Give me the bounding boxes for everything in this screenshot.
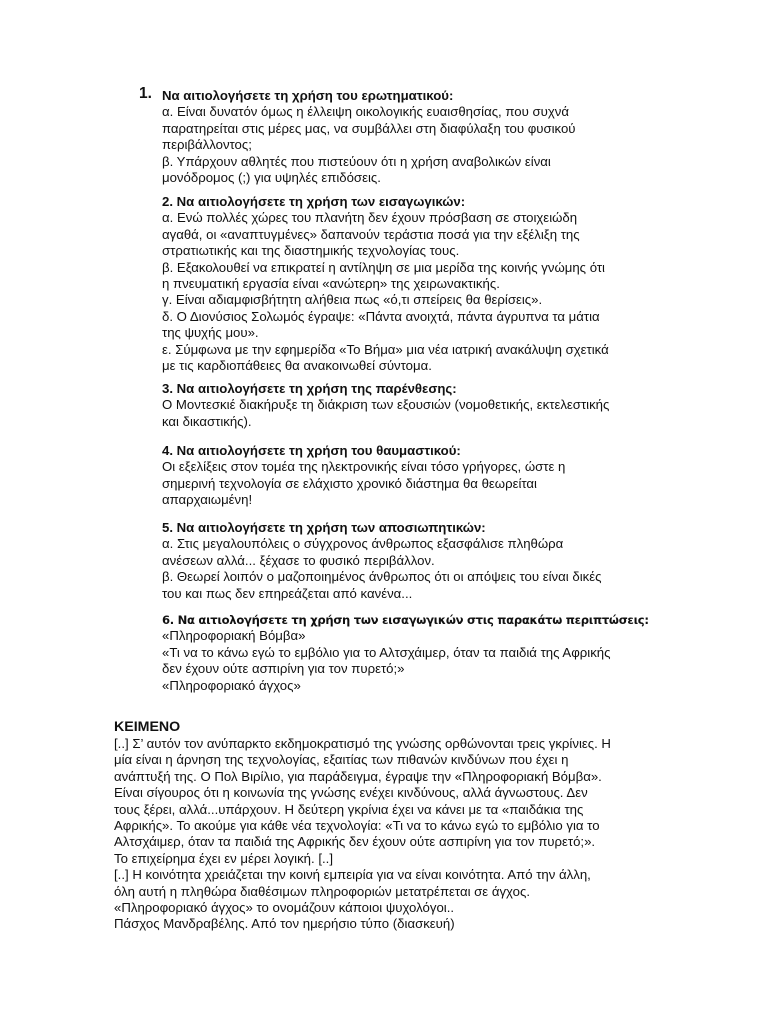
question-3-line: και δικαστικής).: [162, 413, 252, 429]
question-5: [162, 520, 662, 602]
passage-line: Το επιχείρημα έχει εν μέρει λογική. [..]: [114, 850, 333, 866]
question-1-line: α. Είναι δυνατόν όμως η έλλειψη οικολογικής ευαισθησίας, που συχνά: [162, 104, 570, 120]
question-4: [162, 443, 662, 509]
question-2: [162, 194, 662, 374]
question-6-line: «Πληροφοριακή Βόμβα»: [162, 628, 306, 644]
question-4-line: Οι εξελίξεις στον τομέα της ηλεκτρονικής είναι τόσο γρήγορες, ώστε η: [162, 459, 566, 475]
question-4-line: απαρχαιωμένη!: [162, 492, 253, 508]
question-3-line: Ο Μοντεσκιέ διακήρυξε τη διάκριση των εξουσιών (νομοθετικής, εκτελεστικής: [162, 397, 610, 413]
passage-line: Αλτσχάιμερ, όταν τα παιδιά της Αφρικής δεν έχουν ούτε ασπιρίνη για τον πυρετό;».: [114, 834, 596, 850]
question-1: [139, 85, 662, 186]
passage-line: μία είναι η άρνηση της τεχνολογίας, εξαιτίας των πιθανών κινδύνων που έχει η: [114, 752, 569, 768]
question-2-line: γ. Είναι αδιαμφισβήτητη αλήθεια πως «ό,τι σπείρεις θα θερίσεις».: [162, 292, 543, 308]
question-2-line: στρατιωτικής και της διαστημικής τεχνολογίας τους.: [162, 243, 460, 259]
question-1-heading: Να αιτιολογήσετε τη χρήση του ερωτηματικού:: [162, 88, 454, 103]
question-6-heading: 6. Να αιτιολογήσετε τη χρήση των εισαγωγικών στις παρακάτω περιπτώσεις:: [162, 613, 649, 627]
passage-line: Είναι σίγουρος ότι η κοινωνία της γνώσης ενέχει κινδύνους, αλλά άγνωστους. Δεν: [114, 785, 588, 801]
question-2-line: δ. Ο Διονύσιος Σολωμός έγραψε: «Πάντα ανοιχτά, πάντα άγρυπνα τα μάτια: [162, 308, 600, 324]
passage-author: Πάσχος Μανδραβέλης. Από τον ημερήσιο τύπο (διασκευή): [114, 916, 455, 932]
passage-line: ανάπτυξή της. Ο Πολ Βιρίλιο, για παράδειγμα, έγραψε την «Πληροφοριακή Βόμβα».: [114, 768, 602, 784]
question-6: [162, 612, 662, 694]
passage-line: «Πληροφοριακό άγχος» το ονομάζουν κάποιοι ψυχολόγοι..: [114, 900, 455, 916]
question-2-line: ε. Σύμφωνα με την εφημερίδα «Το Βήμα» μια νέα ιατρική ανακάλυψη σχετικά: [162, 341, 609, 357]
question-5-heading: 5. Να αιτιολογήσετε τη χρήση των αποσιωπητικών:: [162, 520, 486, 535]
question-4-line: σημερινή τεχνολογία σε ελάχιστο χρονικό διάστημα θα θεωρείται: [162, 475, 537, 491]
question-1-line: παρατηρείται στις μέρες μας, να συμβάλλει στη διαφύλαξη του φυσικού: [162, 120, 576, 136]
question-1-line: μονόδρομος (;) για υψηλές επιδόσεις.: [162, 170, 381, 186]
question-6-line: «Πληροφοριακό άγχος»: [162, 677, 301, 693]
question-5-line: του και πως δεν επηρεάζεται από κανένα...: [162, 585, 413, 601]
question-2-line: β. Εξακολουθεί να επικρατεί η αντίληψη σε μια μερίδα της κοινής γνώμης ότι: [162, 259, 605, 275]
question-2-line: με τις καρδιοπάθειες θα ανακοινωθεί σύντομα.: [162, 358, 432, 374]
question-5-line: α. Στις μεγαλουπόλεις ο σύγχρονος άνθρωπος εξασφάλισε πληθώρα: [162, 536, 564, 552]
question-3: [162, 381, 662, 430]
passage-line: [..] Η κοινότητα χρειάζεται την κοινή εμπειρία για να είναι κοινότητα. Από την άλλη,: [114, 867, 591, 883]
question-4-heading: 4. Να αιτιολογήσετε τη χρήση του θαυμαστικού:: [162, 443, 461, 458]
question-1-number: 1.: [139, 85, 152, 102]
passage-line: τους ξέρει, αλλά...υπάρχουν. Η δεύτερη γκρίνια έχει να κάνει με τα «παιδάκια της: [114, 801, 584, 817]
question-1-line: περιβάλλοντος;: [162, 137, 252, 153]
question-2-line: η πνευματική εργασία είναι «ανώτερη» της χειρωνακτικής.: [162, 276, 500, 292]
passage-line: [..] Σ’ αυτόν τον ανύπαρκτο εκδημοκρατισμό της γνώσης ορθώνονται τρεις γκρίνιες. Η: [114, 736, 611, 751]
question-5-line: ανέσεων αλλά... ξέχασε το φυσικό περιβάλλον.: [162, 552, 435, 568]
question-2-line: α. Ενώ πολλές χώρες του πλανήτη δεν έχουν πρόσβαση σε στοιχειώδη: [162, 210, 578, 226]
question-5-line: β. Θεωρεί λοιπόν ο μαζοποιημένος άνθρωπος ότι οι απόψεις του είναι δικές: [162, 569, 602, 585]
passage-title: ΚΕΙΜΕΝΟ: [114, 719, 181, 735]
passage-line: όλη αυτή η πληθώρα διαθέσιμων πληροφοριών μετατρέπεται σε άγχος.: [114, 883, 530, 899]
question-3-heading: 3. Να αιτιολογήσετε τη χρήση της παρένθεσης:: [162, 381, 457, 396]
question-1-line: β. Υπάρχουν αθλητές που πιστεύουν ότι η χρήση αναβολικών είναι: [162, 153, 551, 169]
question-2-heading: 2. Να αιτιολογήσετε τη χρήση των εισαγωγικών:: [162, 194, 466, 209]
question-6-line: δεν έχουν ούτε ασπιρίνη για τον πυρετό;»: [162, 661, 405, 677]
passage: [114, 718, 654, 933]
passage-line: Αφρικής». Το ακούμε για κάθε νέα τεχνολογία: «Τι να το κάνω εγώ το εμβόλιο για το: [114, 818, 600, 834]
question-6-line: «Τι να το κάνω εγώ το εμβόλιο για το Αλτσχάιμερ, όταν τα παιδιά της Αφρικής: [162, 644, 611, 660]
question-2-line: αγαθά, οι «αναπτυγμένες» δαπανούν τεράστια ποσά για την εξέλιξη της: [162, 226, 580, 242]
question-2-line: της ψυχής μου».: [162, 325, 259, 341]
